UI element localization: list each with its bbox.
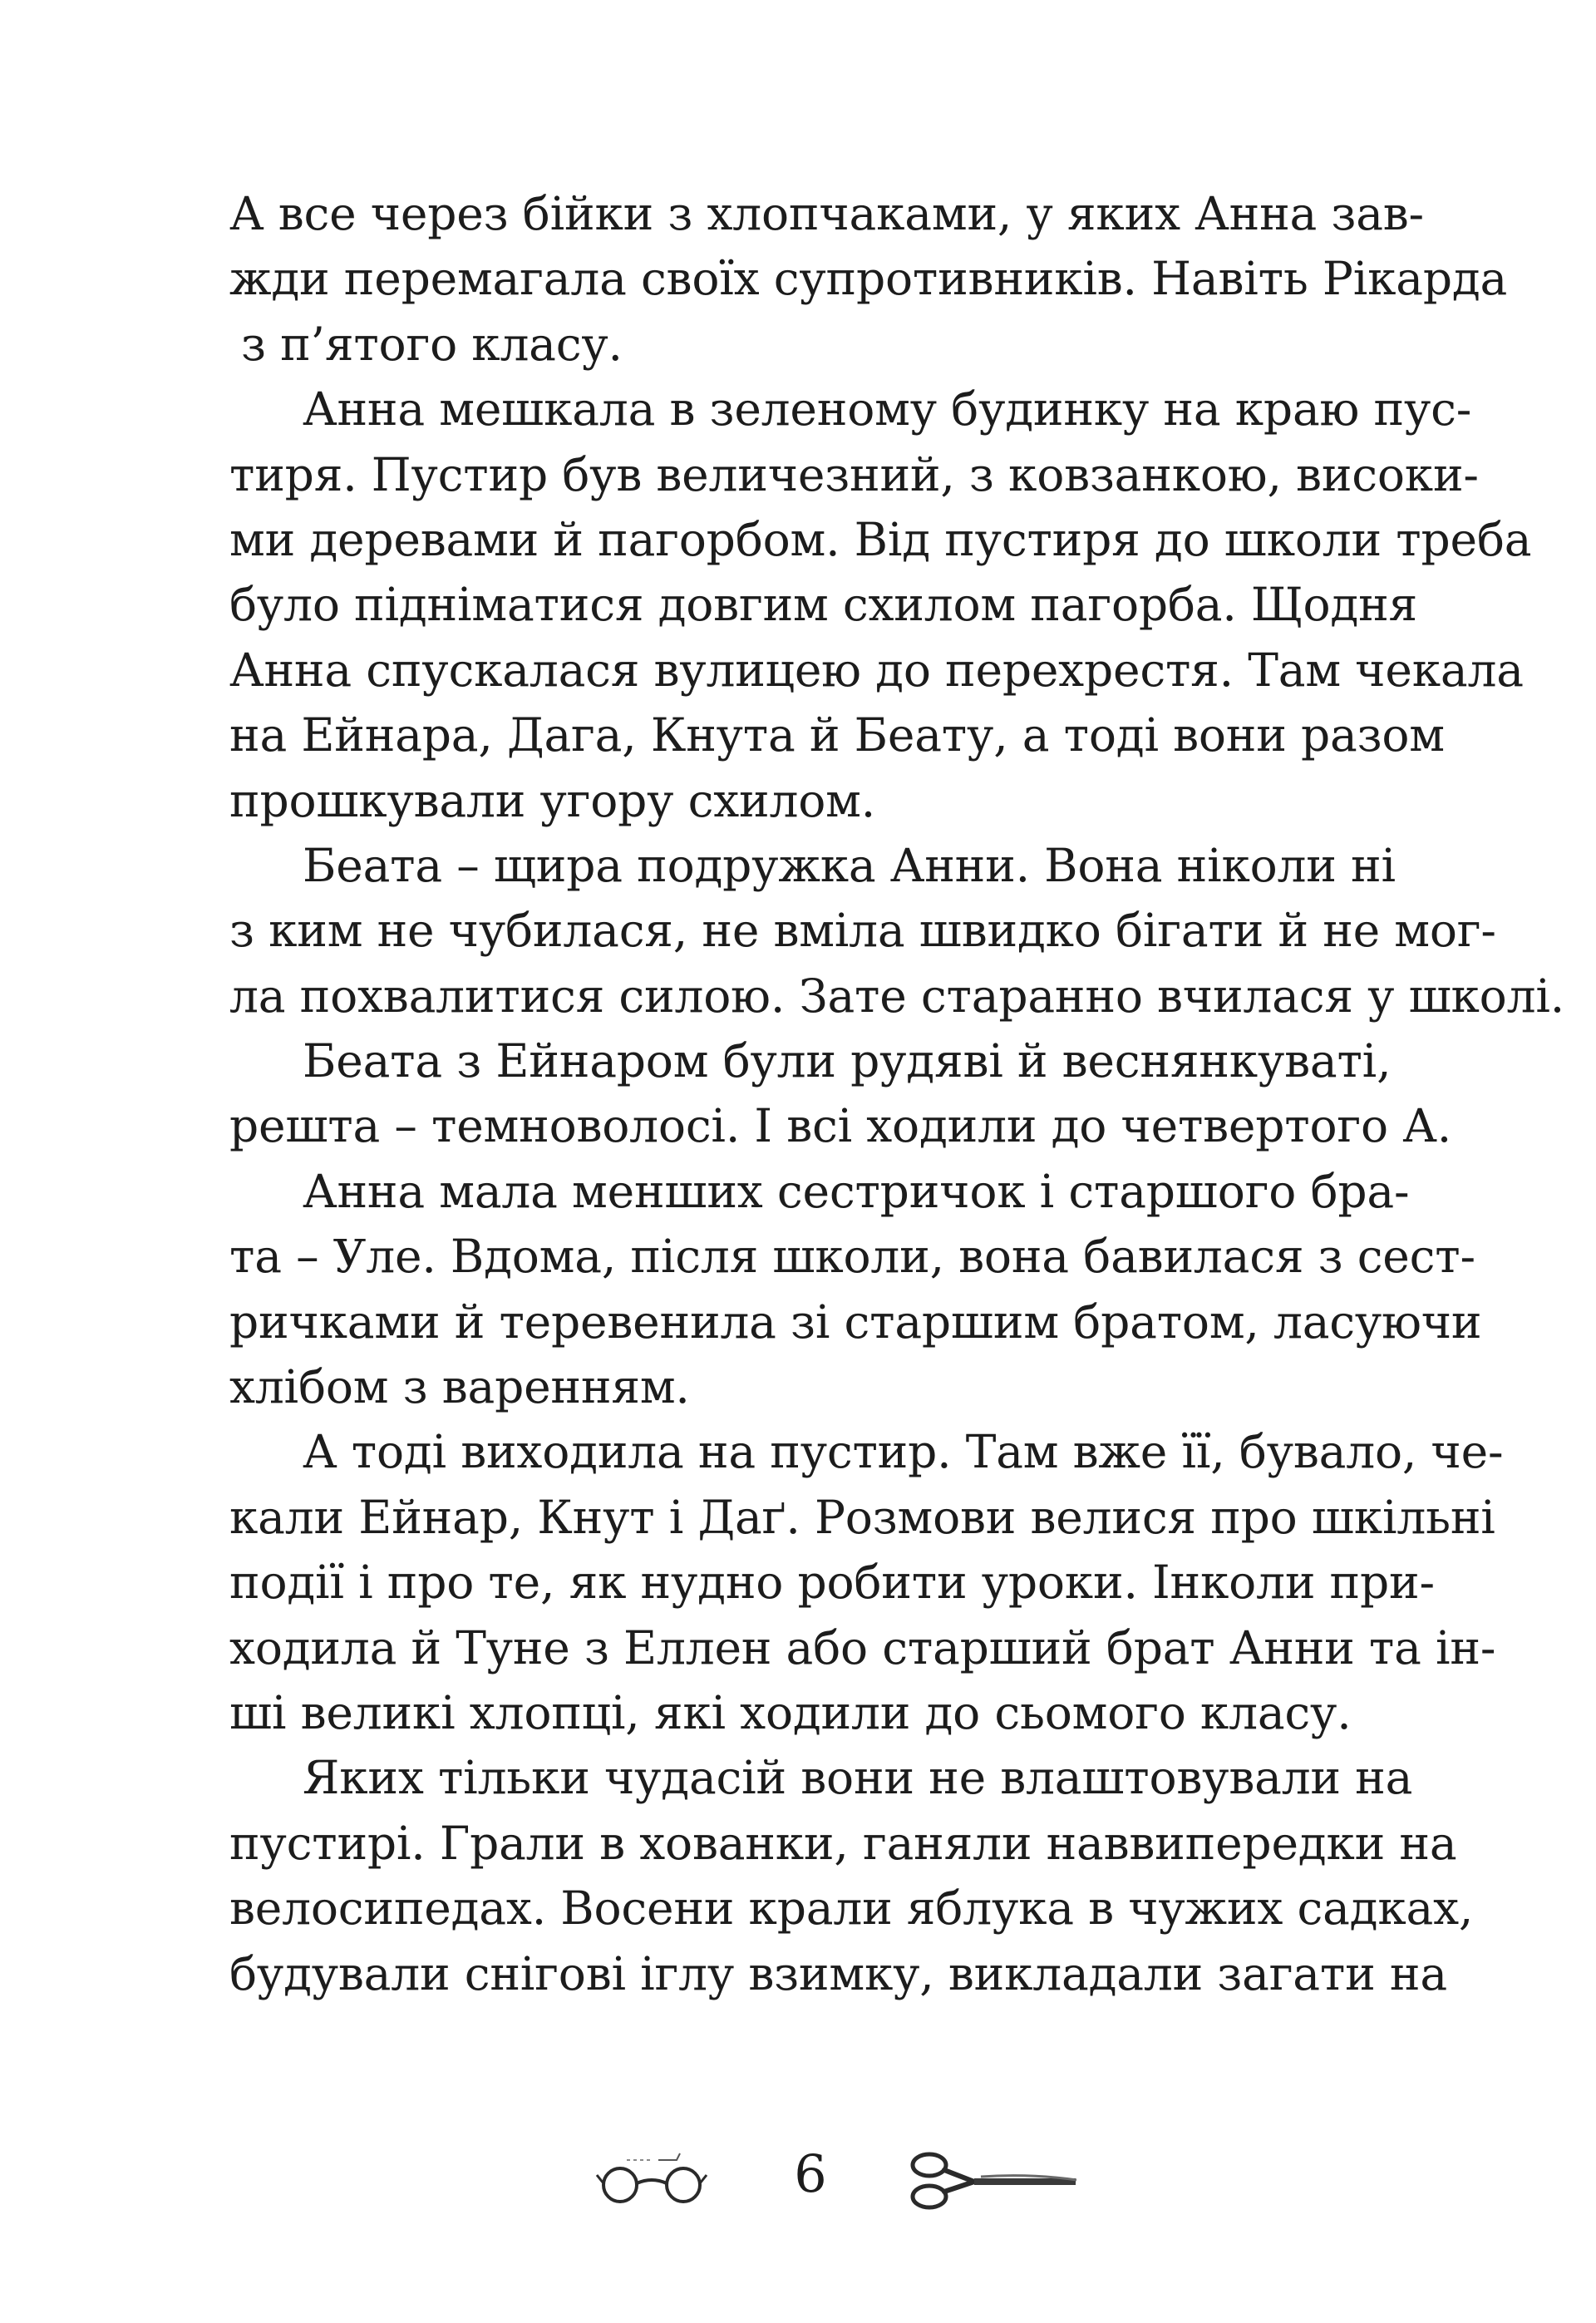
text-line: Анна мешкала в зеленому будинку на краю пус- [303, 382, 1472, 436]
text-line: Беата – щира подружка Анни. Вона ніколи ні [303, 838, 1396, 892]
text-line: прошкували угору схилом. [229, 773, 876, 827]
text-line: Анна спускалася вулицею до перехрестя. Там чекала [229, 643, 1524, 697]
text-line: на Ейнара, Дага, Кнута й Беату, а тоді вони разом [229, 708, 1445, 762]
text-line: Беата з Ейнаром були рудяві й веснянкуваті, [303, 1034, 1392, 1088]
text-line: було підніматися довгим схилом пагорба. Щодня [229, 578, 1418, 632]
text-line: ходила й Туне з Еллен або старший брат Анни та ін- [229, 1620, 1496, 1674]
text-line: події і про те, як нудно робити уроки. Інколи при- [229, 1556, 1435, 1610]
text-line: з ким не чубилася, не вміла швидко бігати й не мог- [229, 904, 1496, 958]
text-line: та – Уле. Вдома, після школи, вона бавилася з сест- [229, 1230, 1475, 1284]
text-line: Анна мала менших сестричок і старшого бра- [303, 1164, 1410, 1218]
page-number: 6 [794, 2143, 827, 2204]
text-line: тиря. Пустир був величезний, з ковзанкою, високи- [229, 447, 1479, 501]
text-line: А все через бійки з хлопчаками, у яких Анна зав- [229, 187, 1424, 240]
text-line: Яких тільки чудасій вони не влаштовували на [303, 1751, 1413, 1805]
glasses-icon [594, 2135, 718, 2218]
text-line: з п’ятого класу. [241, 317, 623, 371]
text-line: ричками й теревенила зі старшим братом, ласуючи [229, 1295, 1482, 1349]
text-line: жди перемагала своїх супротивників. Навіть Рікарда [229, 252, 1508, 306]
page-footer [0, 2128, 1596, 2228]
text-body [229, 181, 1565, 2006]
text-line: решта – темноволосі. І всі ходили до четвертого А. [229, 1099, 1451, 1153]
text-line: ми деревами й пагорбом. Від пустиря до школи треба [229, 512, 1532, 566]
text-line: велосипедах. Восени крали яблука в чужих садках, [229, 1882, 1474, 1936]
text-line: А тоді виходила на пустир. Там вже її, бувало, че- [303, 1425, 1504, 1479]
text-line: будували снігові іглу взимку, викладали загати на [229, 1946, 1447, 2000]
text-line: хлібом з варенням. [229, 1360, 690, 1414]
scissors-icon [906, 2143, 1081, 2218]
text-line: пустирі. Грали в хованки, ганяли наввипередки на [229, 1816, 1457, 1870]
text-line: кали Ейнар, Кнут і Даґ. Розмови велися про шкільні [229, 1490, 1495, 1544]
text-line: ші великі хлопці, які ходили до сьомого класу. [229, 1685, 1352, 1739]
text-line: ла похвалитися силою. Зате старанно вчилася у школі. [229, 969, 1565, 1023]
